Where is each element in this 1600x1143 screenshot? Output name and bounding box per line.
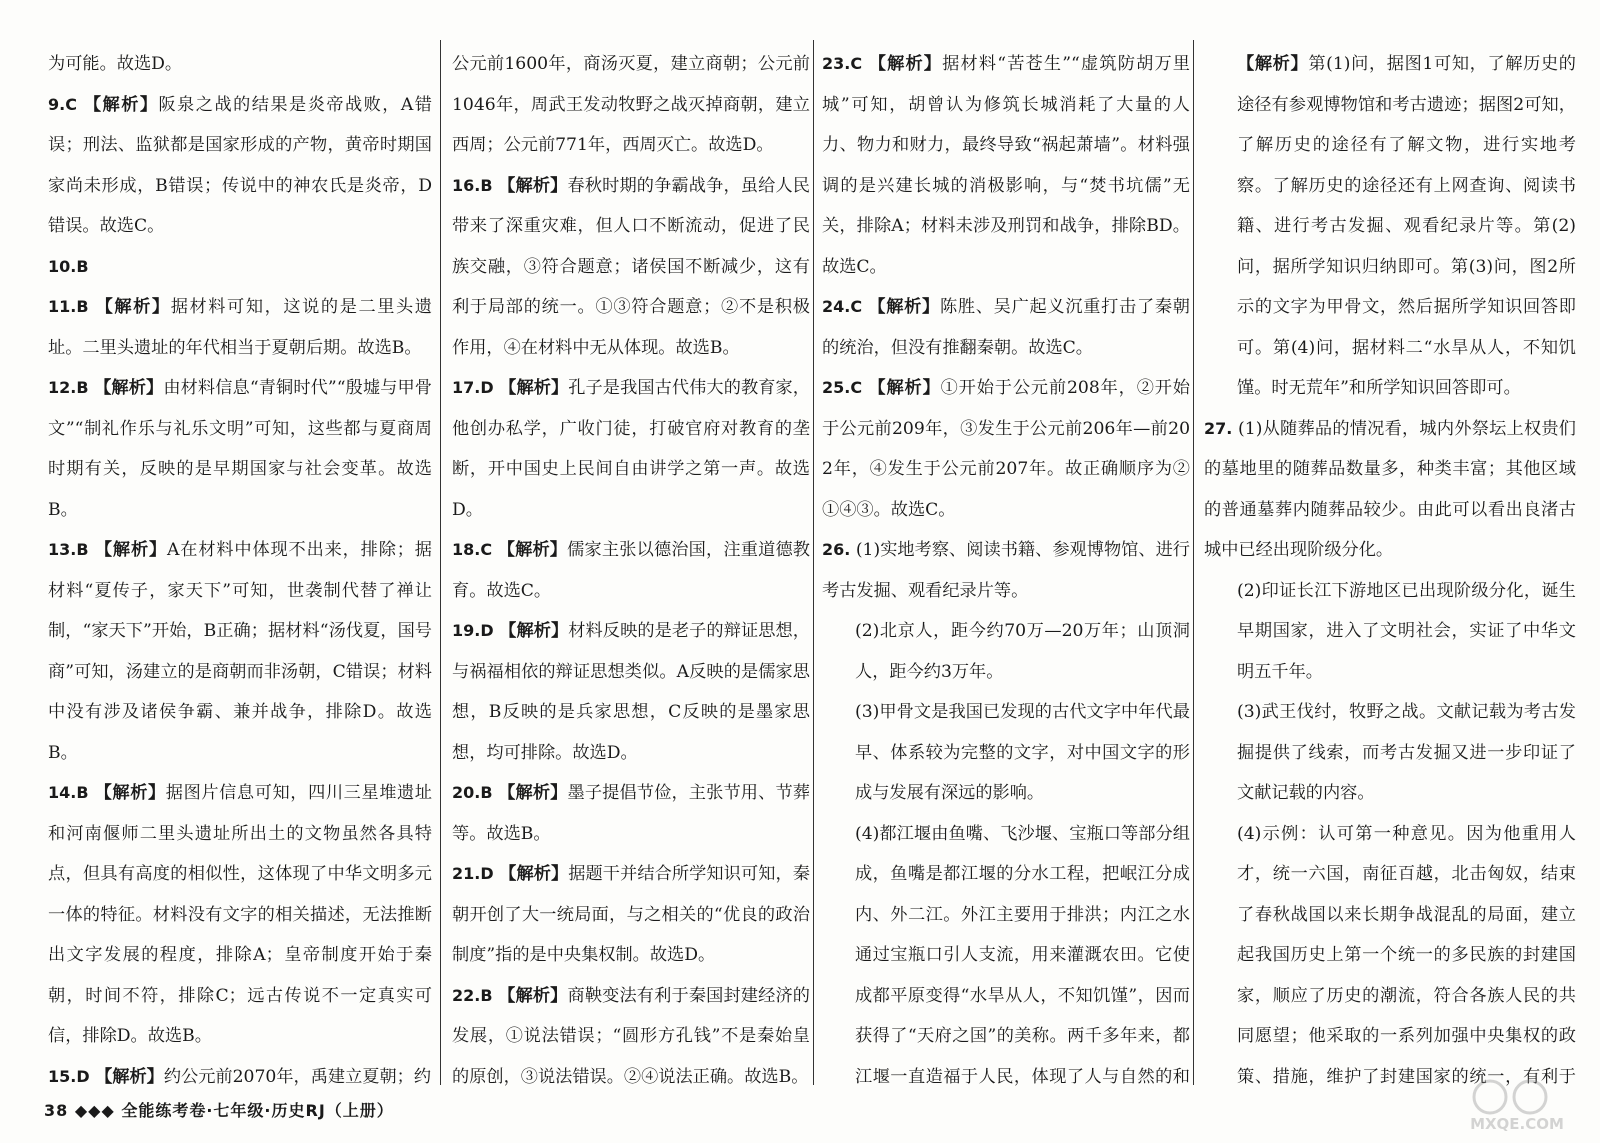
question-number: 10.B (48, 256, 89, 276)
question-number: 22.B (452, 985, 493, 1005)
answer-text: 孔子是我国古代伟大的教育家，他创办私学，广收门徒，打破官府对教育的垄断，开中国史上民间自由讲学之第一声。故选D。 (452, 378, 810, 520)
footer-title: 全能练考卷·七年级·历史RJ（上册） (121, 1101, 394, 1120)
answer-text: 据题干并结合所学知识可知，秦朝开创了大一统局面，与之相关的“优良的政治制度”指的是中央集权制。故选D。 (452, 864, 810, 965)
question-number: 26. (822, 540, 851, 559)
answer-text: (2)北京人，距今约70万—20万年；山顶洞人，距今约3万年。 (855, 621, 1190, 682)
answer-item (452, 611, 810, 773)
answer-text: (4)都江堰由鱼嘴、飞沙堰、宝瓶口等部分组成，鱼嘴是都江堰的分水工程，把岷江分成内、外二江。外江主要用于排洪；内江之水通过宝瓶口引人支流，用来灌溉农田。它使成都平原变得“水旱从人，不知饥馑”，因而获得了“天府之国”的美称。两千多年来，都江堰一直造福于人民，体现了人与自然的和 (855, 823, 1190, 1087)
answer-text: 据材料“苦苍生”“虚筑防胡万里城”可知，胡曾认为修筑长城消耗了大量的人力、物力和财力，最终导致“祸起萧墙”。材料强调的是兴建长城的消极影响，与“焚书坑儒”无关，排除A；材料未涉及刑罚和战争，排除BD。故选C。 (822, 54, 1190, 277)
answer-item (452, 854, 810, 976)
answer-text: 据材料可知，这说的是二里头遗址。二里头遗址的年代相当于夏朝后期。故选B。 (48, 297, 432, 358)
analysis-tag: 【解析】 (94, 540, 168, 560)
column-4 (1204, 44, 1576, 1094)
answer-item (452, 773, 810, 854)
answer-item (452, 166, 810, 369)
question-number: 25.C (822, 378, 863, 397)
answer-item (1204, 44, 1576, 409)
question-number: 23.C (822, 54, 863, 73)
answer-item (452, 530, 810, 611)
page-footer (44, 1098, 394, 1121)
footer-diamonds: ◆◆◆ (74, 1101, 115, 1120)
page-number: 38 (44, 1101, 69, 1120)
answer-text: 约公元前2070年，禹建立夏朝；约 (163, 1066, 432, 1087)
answer-item (822, 814, 1190, 1095)
answer-text: (3)甲骨文是我国已发现的古代文字中年代最早、体系较为完整的文字，对中国文字的形成与发展有深远的影响。 (855, 702, 1190, 803)
answer-text: 阪泉之战的结果是炎帝战败，A错误；刑法、监狱都是国家形成的产物，黄帝时期国家尚未形成，B错误；传说中的神农氏是炎帝，D错误。故选C。 (48, 94, 432, 236)
analysis-tag: 【解析】 (94, 378, 164, 398)
answer-item (452, 976, 810, 1095)
question-number: 14.B (48, 783, 89, 802)
question-number: 17.D (452, 378, 494, 397)
answer-item (822, 611, 1190, 692)
answer-item (822, 287, 1190, 368)
column-3 (822, 44, 1190, 1094)
answer-item (48, 773, 432, 1057)
question-number: 12.B (48, 378, 89, 397)
answer-text: (1)从随葬品的情况看，城内外祭坛上权贵们的墓地里的随葬品数量多，种类丰富；其他区域的普通墓葬内随葬品较少。由此可以看出良渚古城中已经出现阶级分化。 (1204, 418, 1576, 560)
answer-text: 墨子提倡节俭，主张节用、节葬等。故选B。 (452, 783, 810, 844)
answer-text: 为可能。故选D。 (48, 54, 183, 74)
answer-text: 陈胜、吴广起义沉重打击了秦朝的统治，但没有推翻秦朝。故选C。 (822, 297, 1190, 358)
question-number: 19.D (452, 621, 494, 640)
answer-item (48, 530, 432, 773)
answer-item (822, 44, 1190, 287)
question-number: 9.C (48, 94, 77, 114)
analysis-tag: 【解析】 (498, 985, 568, 1006)
question-number: 21.D (452, 864, 494, 883)
answer-item (1204, 692, 1576, 814)
answer-text: 春秋时期的争霸战争，虽给人民带来了深重灾难，但人口不断流动，促进了民族交融，③符合题意；诸侯国不断减少，这有利于局部的统一。①③符合题意；②不是积极作用，④在材料中无从体现。故选B。 (452, 175, 810, 358)
analysis-tag: 【解析】 (497, 540, 568, 560)
analysis-tag: 【解析】 (868, 297, 940, 317)
answer-item (48, 1057, 432, 1095)
answer-item (822, 530, 1190, 611)
answer-item (822, 368, 1190, 530)
answer-item (48, 247, 432, 288)
analysis-tag: 【解析】 (95, 297, 171, 317)
question-number: 11.B (48, 297, 89, 316)
answer-item (1204, 814, 1576, 1095)
answer-text: (1)实地考察、阅读书籍、参观博物馆、进行考古发掘、观看纪录片等。 (822, 540, 1190, 601)
analysis-tag: 【解析】 (499, 378, 569, 398)
answer-item (48, 44, 432, 85)
question-number: 24.C (822, 297, 863, 316)
column-divider (440, 40, 441, 1085)
question-number: 15.D (48, 1066, 90, 1086)
question-number: 13.B (48, 540, 89, 559)
question-number: 16.B (452, 175, 493, 195)
analysis-tag: 【解析】 (868, 54, 943, 74)
column-2 (452, 44, 810, 1094)
analysis-tag: 【解析】 (1237, 54, 1309, 74)
answer-item (1204, 571, 1576, 693)
answer-text: 商鞅变法有利于秦国封建经济的发展，①说法错误；“圆形方孔钱”不是秦始皇的原创，③说法错误。②④说法正确。故选B。 (452, 985, 810, 1087)
answer-text: 材料反映的是老子的辩证思想，与祸福相依的辩证思想类似。A反映的是儒家思想，B反映的是兵家思想，C反映的是墨家思想，均可排除。故选D。 (452, 621, 810, 763)
answer-text: 公元前1600年，商汤灭夏，建立商朝；公元前1046年，周武王发动牧野之战灭掉商朝，建立西周；公元前771年，西周灭亡。故选D。 (452, 54, 810, 155)
analysis-tag: 【解析】 (94, 783, 166, 803)
answer-text: 由材料信息“青铜时代”“殷墟与甲骨文”“制礼作乐与礼乐文明”可知，这些都与夏商周时期有关，反映的是早期国家与社会变革。故选B。 (48, 378, 432, 520)
answer-item (452, 44, 810, 166)
answer-item (48, 287, 432, 368)
analysis-tag: 【解析】 (499, 621, 569, 641)
answer-text: (4)示例：认可第一种意见。因为他重用人才，统一六国，南征百越，北击匈奴，结束了春秋战国以来长期争战混乱的局面，建立起我国历史上第一个统一的多民族的封建国家，顺应了历史的潮流，符合各族人民的共同愿望；他采取的一系列加强中央集权的政策、措施，维护了封建国家的统一，有利于 (1237, 823, 1576, 1087)
question-number: 27. (1204, 418, 1233, 438)
answer-item (1204, 409, 1576, 571)
answer-text: 据图片信息可知，四川三星堆遗址和河南偃师二里头遗址所出土的文物虽然各具特点，但具有高度的相似性，这体现了中华文明多元一体的特征。材料没有文字的相关描述，无法推断出文字发展的程度，排除A；皇帝制度开始于秦朝，时间不符，排除C；远古传说不一定真实可信，排除D。故选B。 (48, 783, 432, 1046)
question-number: 20.B (452, 783, 493, 802)
answer-text: (3)武王伐纣，牧野之战。文献记载为考古发掘提供了线索，而考古发掘又进一步印证了文献记载的内容。 (1237, 702, 1576, 803)
column-1 (48, 44, 432, 1094)
analysis-tag: 【解析】 (499, 864, 569, 884)
analysis-tag: 【解析】 (498, 783, 568, 803)
analysis-tag: 【解析】 (95, 1066, 164, 1087)
answer-item (48, 85, 432, 247)
column-divider (1193, 40, 1194, 1085)
answer-text: (2)印证长江下游地区已出现阶级分化，诞生早期国家，进入了文明社会，实证了中华文明五千年。 (1237, 580, 1576, 682)
analysis-tag: 【解析】 (83, 94, 159, 115)
question-number: 18.C (452, 540, 493, 559)
answer-item (452, 368, 810, 530)
answer-text: 第(1)问，据图1可知，了解历史的途径有参观博物馆和考古遗迹；据图2可知，了解历史的途径有了解文物，进行实地考察。了解历史的途径还有上网查询、阅读书籍、进行考古发掘、观看纪录片等。第(2)问，据所学知识归纳即可。第(3)问，图2所示的文字为甲骨文，然后据所学知识回答即可。第(4)问，据材料二“水旱从人，不知饥馑。时无荒年”和所学知识回答即可。 (1237, 54, 1576, 398)
answer-item (48, 368, 432, 530)
answer-text: ①开始于公元前208年，②开始于公元前209年，③发生于公元前206年—前202年，④发生于公元前207年。故正确顺序为②①④③。故选C。 (822, 378, 1190, 520)
svg-text:MXQE.COM: MXQE.COM (1470, 1115, 1564, 1133)
answer-item (822, 692, 1190, 814)
analysis-tag: 【解析】 (498, 175, 568, 196)
analysis-tag: 【解析】 (868, 378, 941, 398)
column-divider (813, 40, 814, 1085)
answer-text: 儒家主张以德治国，注重道德教育。故选C。 (452, 540, 810, 601)
watermark-logo (1452, 1075, 1582, 1135)
answer-text: A在材料中体现不出来，排除；据材料“夏传子，家天下”可知，世袭制代替了禅让制，“家天下”开始，B正确；据材料“汤伐夏，国号商”可知，汤建立的是商朝而非汤朝，C错误；材料中没有涉及诸侯争霸、兼并战争，排除D。故选B。 (48, 540, 432, 763)
